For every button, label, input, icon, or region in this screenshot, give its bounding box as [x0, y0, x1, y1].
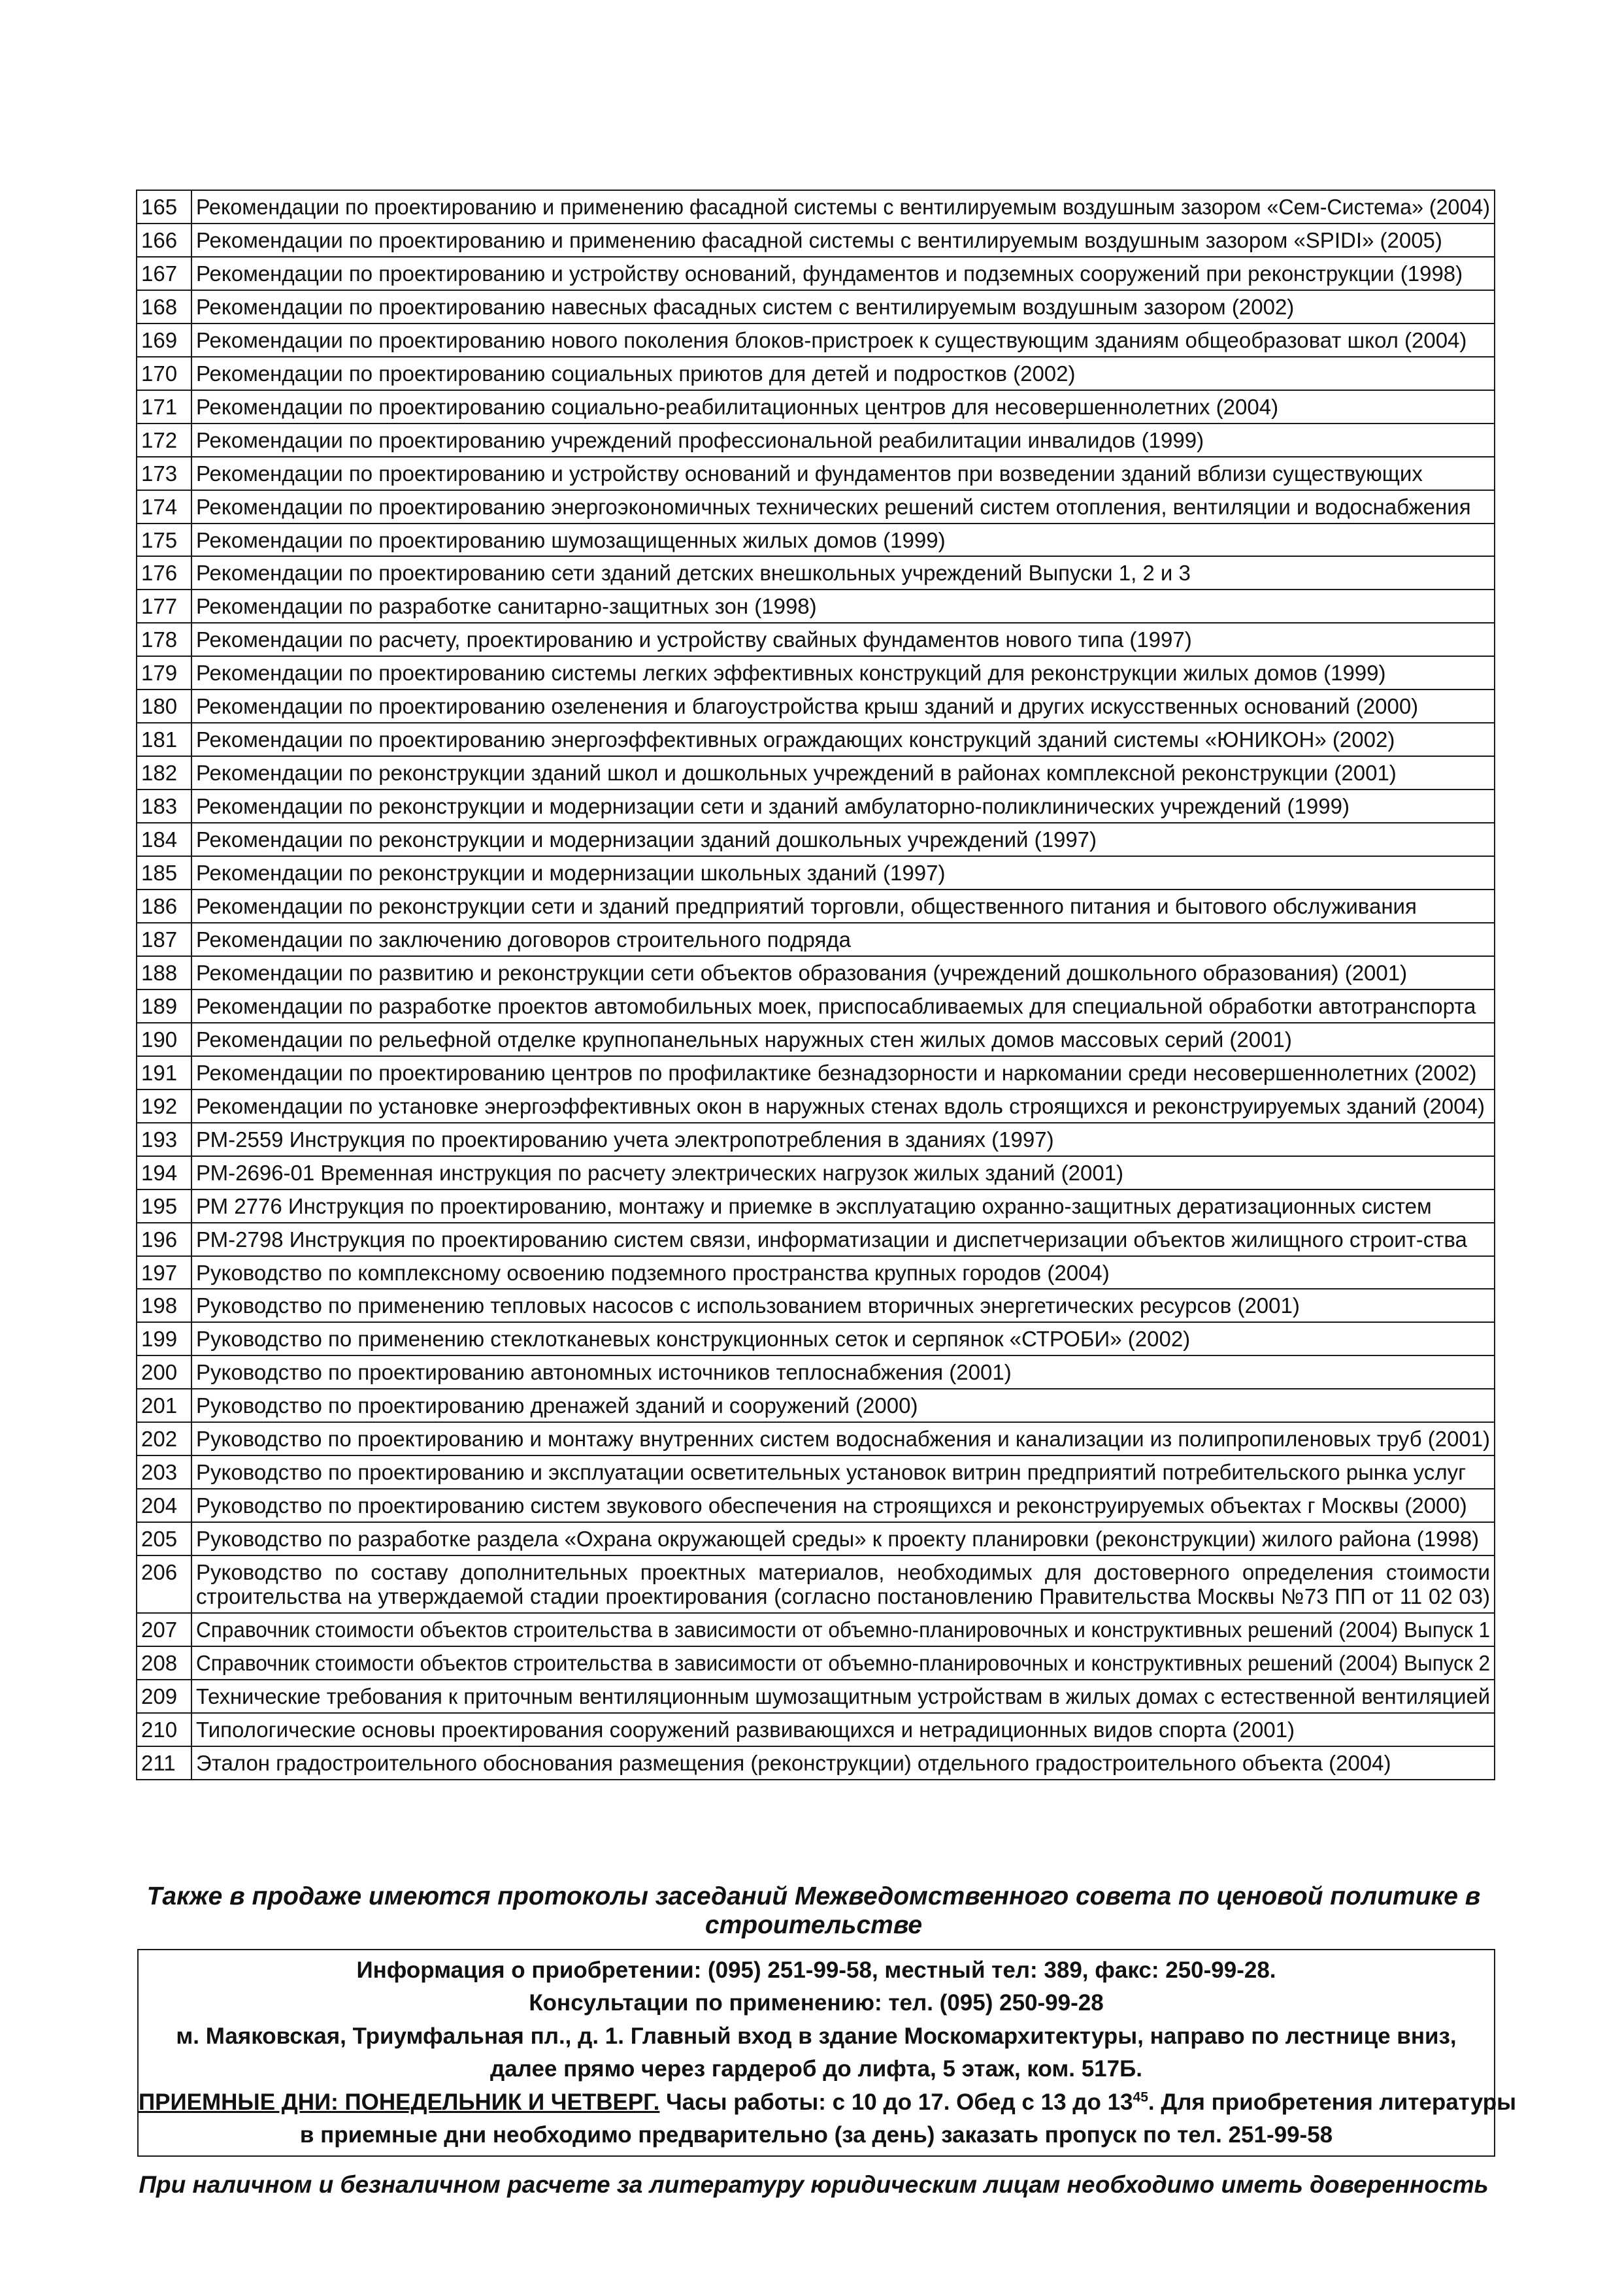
row-number: 173: [137, 457, 191, 490]
table-row: [137, 1089, 1495, 1123]
catalog-table-body: [137, 190, 1495, 1780]
table-row: [137, 1389, 1495, 1422]
row-number: 202: [137, 1422, 191, 1455]
row-title: Справочник стоимости объектов строительства в зависимости от объемно-планировочных и конструктивных решений (2004) Выпуск 1: [191, 1613, 1495, 1646]
row-number: 211: [137, 1746, 191, 1780]
row-title: Рекомендации по реконструкции и модернизации школьных зданий (1997): [191, 856, 1495, 889]
table-row: [137, 989, 1495, 1023]
row-title: Рекомендации по проектированию озеленения и благоустройства крыш зданий и других искусственных оснований (2000): [191, 690, 1495, 723]
row-title: Рекомендации по реконструкции и модернизации сети и зданий амбулаторно-поликлинических учреждений (1999): [191, 790, 1495, 823]
row-title: Рекомендации по проектированию и применению фасадной системы с вентилируемым воздушным зазором «Сем-Система» (2004): [191, 190, 1495, 224]
row-title: Рекомендации по развитию и реконструкции сети объектов образования (учреждений дошкольного образования) (2001): [191, 956, 1495, 989]
row-title: Рекомендации по проектированию и применению фасадной системы с вентилируемым воздушным зазором «SPIDI» (2005): [191, 224, 1495, 257]
row-number: 200: [137, 1355, 191, 1389]
table-row: [137, 357, 1495, 390]
row-number: 193: [137, 1123, 191, 1156]
row-title: РМ-2696-01 Временная инструкция по расчету электрических нагрузок жилых зданий (2001): [191, 1156, 1495, 1189]
row-number: 190: [137, 1023, 191, 1056]
row-title: РМ-2798 Инструкция по проектированию систем связи, информатизации и диспетчеризации объектов жилищного строит-ства: [191, 1223, 1495, 1256]
row-number: 172: [137, 424, 191, 457]
row-title: Рекомендации по заключению договоров строительного подряда: [191, 923, 1495, 956]
table-row: [137, 1123, 1495, 1156]
row-title: Руководство по составу дополнительных проектных материалов, необходимых для достоверного определения стоимости строительства на утверждаемой стадии проектирования (согласно постановлению Правительства Москвы №73 ПП от 11 02 03): [191, 1555, 1495, 1613]
row-number: 207: [137, 1613, 191, 1646]
info-line-consultation: Консультации по применению: тел. (095) 250-99-28: [529, 1990, 1104, 2016]
table-row: [137, 224, 1495, 257]
table-row: [137, 1455, 1495, 1489]
row-number: 192: [137, 1089, 191, 1123]
row-number: 189: [137, 989, 191, 1023]
row-title: Рекомендации по проектированию и устройству оснований, фундаментов и подземных сооружений при реконструкции (1998): [191, 257, 1495, 290]
row-title: Рекомендации по проектированию социальных приютов для детей и подростков (2002): [191, 357, 1495, 390]
row-number: 182: [137, 756, 191, 790]
table-row: [137, 424, 1495, 457]
row-title: Рекомендации по проектированию и устройству оснований и фундаментов при возведении зданий вблизи существующих: [191, 457, 1495, 490]
row-number: 206: [137, 1555, 191, 1613]
table-row: [137, 1680, 1495, 1713]
row-number: 165: [137, 190, 191, 224]
row-number: 191: [137, 1056, 191, 1089]
row-title: Рекомендации по проектированию учреждений профессиональной реабилитации инвалидов (1999): [191, 424, 1495, 457]
row-title: Руководство по применению тепловых насосов с использованием вторичных энергетических ресурсов (2001): [191, 1289, 1495, 1322]
row-number: 176: [137, 556, 191, 590]
table-row: [137, 923, 1495, 956]
info-line-purchase: Информация о приобретении: (095) 251-99-58, местный тел: 389, факс: 250-99-28.: [356, 1957, 1276, 1983]
table-row: [137, 290, 1495, 324]
table-row: [137, 257, 1495, 290]
table-row: [137, 1056, 1495, 1089]
catalog-table: [136, 190, 1495, 1780]
row-number: 197: [137, 1256, 191, 1289]
table-row: [137, 756, 1495, 790]
row-number: 179: [137, 656, 191, 690]
row-title: Рекомендации по реконструкции сети и зданий предприятий торговли, общественного питания и бытового обслуживания: [191, 889, 1495, 923]
row-number: 210: [137, 1713, 191, 1746]
purchase-info-box: [137, 1949, 1516, 2157]
row-number: 168: [137, 290, 191, 324]
table-row: [137, 490, 1495, 524]
row-title: Руководство по проектированию дренажей зданий и сооружений (2000): [191, 1389, 1495, 1422]
row-title: Рекомендации по рельефной отделке крупнопанельных наружных стен жилых домов массовых серий (2001): [191, 1023, 1495, 1056]
table-row: [137, 556, 1495, 590]
table-row: [137, 324, 1495, 357]
row-number: 183: [137, 790, 191, 823]
row-title: Справочник стоимости объектов строительства в зависимости от объемно-планировочных и конструктивных решений (2004) Выпуск 2: [191, 1646, 1495, 1680]
row-number: 195: [137, 1189, 191, 1223]
table-row: [137, 1289, 1495, 1322]
table-row: [137, 1746, 1495, 1780]
row-number: 186: [137, 889, 191, 923]
row-title: Руководство по применению стеклотканевых конструкционных сеток и серпянок «СТРОБИ» (2002): [191, 1322, 1495, 1355]
row-number: 194: [137, 1156, 191, 1189]
row-title: Рекомендации по проектированию энергоэффективных ограждающих конструкций зданий системы «ЮНИКОН» (2002): [191, 723, 1495, 756]
sale-note: Также в продаже имеются протоколы заседаний Межведомственного совета по ценовой политике в строительстве: [146, 1882, 1481, 1939]
row-title: Руководство по проектированию и монтажу внутренних систем водоснабжения и канализации из полипропиленовых труб (2001): [191, 1422, 1495, 1455]
table-row: [137, 656, 1495, 690]
row-title: Технические требования к приточным вентиляционным шумозащитным устройствам в жилых домах с естественной вентиляцией: [191, 1680, 1495, 1713]
reception-days: ПРИЕМНЫЕ ДНИ: ПОНЕДЕЛЬНИК И ЧЕТВЕРГ.: [139, 2089, 660, 2115]
row-number: 199: [137, 1322, 191, 1355]
row-number: 209: [137, 1680, 191, 1713]
footer-note: При наличном и безналичном расчете за литературу юридическим лицам необходимо иметь доверенность: [139, 2171, 1489, 2198]
row-number: 205: [137, 1522, 191, 1555]
table-row: [137, 690, 1495, 723]
row-title: Рекомендации по проектированию социально-реабилитационных центров для несовершеннолетних (2004): [191, 390, 1495, 424]
row-title: Рекомендации по проектированию энергоэкономичных технических решений систем отопления, вентиляции и водоснабжения: [191, 490, 1495, 524]
row-number: 181: [137, 723, 191, 756]
table-row: [137, 1613, 1495, 1646]
row-number: 170: [137, 357, 191, 390]
row-number: 180: [137, 690, 191, 723]
table-row: [137, 1189, 1495, 1223]
row-number: 177: [137, 590, 191, 623]
table-row: [137, 1646, 1495, 1680]
row-title: Рекомендации по проектированию сети зданий детских внешкольных учреждений Выпуски 1, 2 и 3: [191, 556, 1495, 590]
row-number: 187: [137, 923, 191, 956]
table-row: [137, 1422, 1495, 1455]
row-number: 201: [137, 1389, 191, 1422]
row-number: 203: [137, 1455, 191, 1489]
row-title: Руководство по комплексному освоению подземного пространства крупных городов (2004): [191, 1256, 1495, 1289]
table-row: [137, 1489, 1495, 1522]
row-number: 171: [137, 390, 191, 424]
row-title: Руководство по проектированию автономных источников теплоснабжения (2001): [191, 1355, 1495, 1389]
row-title: Рекомендации по реконструкции зданий школ и дошкольных учреждений в районах комплексной реконструкции (2001): [191, 756, 1495, 790]
table-row: [137, 1322, 1495, 1355]
row-number: 208: [137, 1646, 191, 1680]
table-row: [137, 1223, 1495, 1256]
row-number: 185: [137, 856, 191, 889]
table-row: [137, 1023, 1495, 1056]
table-row: [137, 390, 1495, 424]
info-line-hours: [139, 2086, 1516, 2119]
row-number: 169: [137, 324, 191, 357]
table-row: [137, 1522, 1495, 1555]
working-hours: Часы работы: с 10 до 17. Обед с 13 до 13: [659, 2089, 1133, 2115]
info-line-pass: в приемные дни необходимо предварительно (за день) заказать пропуск по тел. 251-99-58: [299, 2121, 1333, 2148]
row-title: Руководство по разработке раздела «Охрана окружающей среды» к проекту планировки (реконструкции) жилого района (1998): [191, 1522, 1495, 1555]
row-title: РМ 2776 Инструкция по проектированию, монтажу и приемке в эксплуатацию охранно-защитных дератизационных систем: [191, 1189, 1495, 1223]
row-title: Эталон градостроительного обоснования размещения (реконструкции) отдельного градостроительного объекта (2004): [191, 1746, 1495, 1780]
row-title: Типологические основы проектирования сооружений развивающихся и нетрадиционных видов спорта (2001): [191, 1713, 1495, 1746]
table-row: [137, 1713, 1495, 1746]
row-number: 198: [137, 1289, 191, 1322]
table-row: [137, 1355, 1495, 1389]
row-number: 196: [137, 1223, 191, 1256]
row-title: Рекомендации по проектированию шумозащищенных жилых домов (1999): [191, 524, 1495, 557]
row-title: Рекомендации по расчету, проектированию и устройству свайных фундаментов нового типа (1997): [191, 623, 1495, 656]
row-number: 204: [137, 1489, 191, 1522]
table-row: [137, 889, 1495, 923]
row-title: Рекомендации по проектированию системы легких эффективных конструкций для реконструкции жилых домов (1999): [191, 656, 1495, 690]
row-title: Рекомендации по реконструкции и модернизации зданий дошкольных учреждений (1997): [191, 823, 1495, 856]
table-row: [137, 956, 1495, 989]
row-number: 175: [137, 524, 191, 557]
info-line-directions: далее прямо через гардероб до лифта, 5 этаж, ком. 517Б.: [489, 2056, 1142, 2082]
row-number: 178: [137, 623, 191, 656]
table-row: [137, 790, 1495, 823]
row-title: Руководство по проектированию систем звукового обеспечения на строящихся и реконструируемых объектах г Москвы (2000): [191, 1489, 1495, 1522]
table-row: [137, 524, 1495, 557]
table-row: [137, 823, 1495, 856]
row-title: Рекомендации по разработке санитарно-защитных зон (1998): [191, 590, 1495, 623]
row-number: 184: [137, 823, 191, 856]
row-title: Рекомендации по проектированию навесных фасадных систем с вентилируемым воздушным зазором (2002): [191, 290, 1495, 324]
row-title: Руководство по проектированию и эксплуатации осветительных установок витрин предприятий потребительского рынка услуг: [191, 1455, 1495, 1489]
row-title: Рекомендации по проектированию нового поколения блоков-пристроек к существующим зданиям общеобразоват школ (2004): [191, 324, 1495, 357]
table-row: [137, 623, 1495, 656]
table-row: [137, 1555, 1495, 1613]
purchase-hint: . Для приобретения литературы: [1148, 2089, 1516, 2115]
table-row: [137, 457, 1495, 490]
table-row: [137, 856, 1495, 889]
row-number: 167: [137, 257, 191, 290]
row-number: 174: [137, 490, 191, 524]
lunch-minutes: 45: [1133, 2089, 1148, 2104]
row-number: 166: [137, 224, 191, 257]
table-row: [137, 723, 1495, 756]
row-title: Рекомендации по проектированию центров по профилактике безнадзорности и наркомании среди несовершеннолетних (2002): [191, 1056, 1495, 1089]
row-title: РМ-2559 Инструкция по проектированию учета электропотребления в зданиях (1997): [191, 1123, 1495, 1156]
row-title: Рекомендации по разработке проектов автомобильных моек, приспосабливаемых для специальной обработки автотранспорта: [191, 989, 1495, 1023]
info-line-address: м. Маяковская, Триумфальная пл., д. 1. Главный вход в здание Москомархитектуры, направо по лестнице вниз,: [176, 2023, 1457, 2049]
row-number: 188: [137, 956, 191, 989]
table-row: [137, 1156, 1495, 1189]
table-row: [137, 1256, 1495, 1289]
table-row: [137, 190, 1495, 224]
table-row: [137, 590, 1495, 623]
row-title: Рекомендации по установке энергоэффективных окон в наружных стенах вдоль строящихся и реконструируемых зданий (2004): [191, 1089, 1495, 1123]
